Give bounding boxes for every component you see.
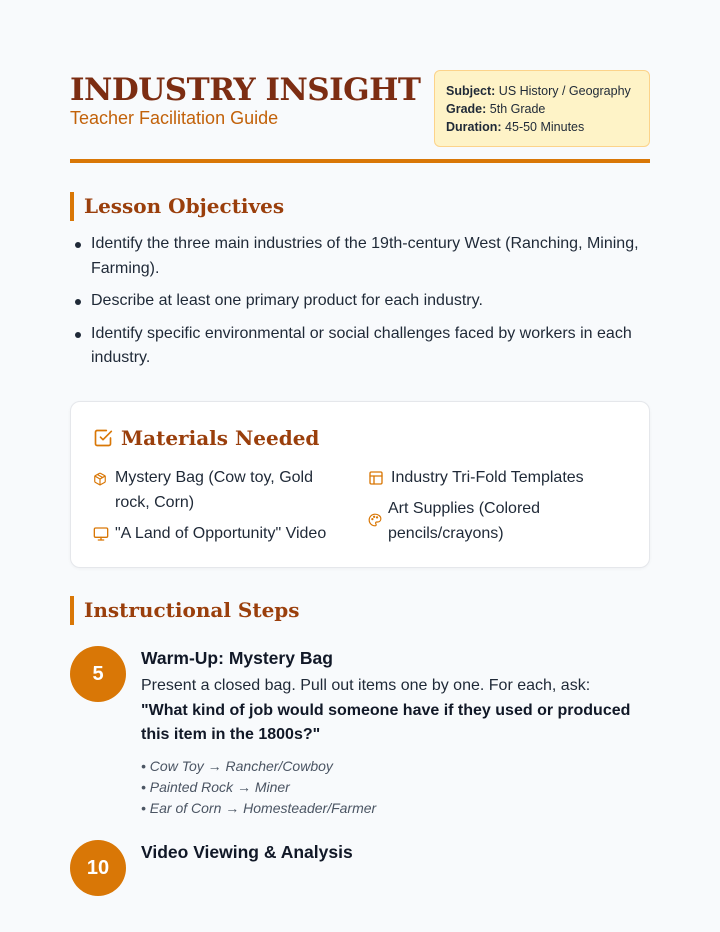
lesson-meta-box (434, 70, 650, 147)
material-label: Industry Tri-Fold Templates (391, 469, 584, 486)
objectives-heading: Lesson Objectives (70, 192, 284, 221)
materials-heading-text: Materials Needed (121, 426, 320, 450)
facilitation-guide-page (70, 70, 650, 879)
step-body (141, 674, 650, 748)
header-divider (70, 159, 650, 163)
step-title: Warm-Up: Mystery Bag (141, 648, 333, 668)
example-item: • Painted Rock → Miner (141, 779, 290, 795)
monitor-icon (93, 526, 109, 542)
materials-heading (93, 426, 319, 450)
material-label: Mystery Bag (Cow toy, Gold rock, Corn) (115, 469, 313, 511)
box-icon (93, 472, 107, 486)
header (70, 70, 650, 163)
step-question: "What kind of job would someone have if they used or produced this item in the 1800s?" (141, 701, 631, 743)
page-title: INDUSTRY INSIGHT (70, 72, 421, 108)
material-label: "A Land of Opportunity" Video (115, 525, 327, 542)
objectives-list (70, 232, 640, 379)
step-number-badge: 5 (70, 646, 126, 702)
materials-card (70, 401, 650, 568)
objective-item: Identify the three main industries of the 19th-century West (Ranching, Mining, Farming). (70, 232, 640, 281)
objective-item: Identify specific environmental or social challenges faced by workers in each industry. (70, 322, 640, 371)
material-item-art-supplies (368, 497, 598, 546)
material-item-tri-fold (368, 466, 628, 491)
meta-duration: Duration: 45-50 Minutes (446, 120, 585, 134)
steps-heading: Instructional Steps (70, 596, 300, 625)
page-subtitle: Teacher Facilitation Guide (70, 108, 279, 128)
layout-icon (368, 470, 384, 486)
material-item-video (93, 522, 363, 547)
step-examples-list (141, 756, 376, 819)
step-title: Video Viewing & Analysis (141, 842, 353, 862)
meta-subject: Subject: US History / Geography (446, 84, 631, 98)
objective-item: Describe at least one primary product for each industry. (70, 289, 640, 314)
material-item-mystery-bag (93, 466, 333, 515)
step-instruction: Present a closed bag. Pull out items one by one. For each, ask: (141, 677, 591, 694)
palette-icon (368, 513, 382, 527)
meta-grade: Grade: 5th Grade (446, 102, 546, 116)
material-label: Art Supplies (Colored pencils/crayons) (388, 500, 541, 542)
step-number-badge: 10 (70, 840, 126, 896)
check-square-icon (93, 428, 113, 448)
example-item: • Cow Toy → Rancher/Cowboy (141, 758, 333, 774)
example-item: • Ear of Corn → Homesteader/Farmer (141, 800, 377, 816)
